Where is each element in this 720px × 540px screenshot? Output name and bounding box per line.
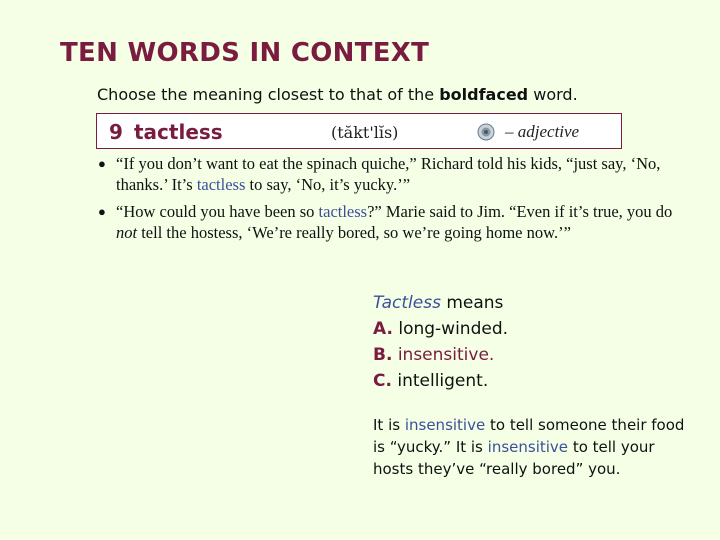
option-b-text: insensitive. [397,345,495,365]
explanation [373,414,693,480]
instruction-bold-word: boldfaced [439,85,529,104]
question-stem [373,290,508,316]
pronunciation: (tăkt'lĭs) [331,123,399,142]
option-c[interactable] [373,368,508,394]
example-2-after: tell the hostess, ‘We’re really bored, so we’re going home now.’” [141,223,571,242]
option-b-letter: B. [373,345,393,365]
answer-choices [373,290,508,394]
option-a[interactable] [373,316,508,342]
speaker-icon[interactable] [477,123,495,141]
instruction-before: Choose the meaning closest to that of the [97,85,435,104]
example-1-before: “If you don’t want to eat the spinach quiche,” Richard told his kids, “just say, ‘No, thanks.’ It’s [116,154,661,194]
page-title: TEN WORDS IN CONTEXT [60,38,430,68]
speaker-icon-graphic [477,123,495,141]
question-word: Tactless [373,293,441,313]
vocab-word: tactless [134,120,223,144]
option-c-text: intelligent. [397,371,489,391]
example-1 [96,153,696,195]
option-a-text: long-winded. [398,319,509,339]
bullet-icon: ● [98,204,106,219]
word-entry-box [96,113,622,149]
part-of-speech: – adjective [505,122,580,141]
word-number: 9 [109,120,123,144]
option-a-letter: A. [373,319,393,339]
example-2-keyword: tactless [318,202,368,221]
example-1-keyword: tactless [196,175,246,194]
example-2-emphasis: not [116,223,138,242]
example-2-before: “How could you have been so [116,202,315,221]
instruction-after: word. [533,85,578,104]
instruction-text [97,85,578,104]
example-1-after: to say, ‘No, it’s yucky.’” [249,175,411,194]
example-2-middle: ?” Marie said to Jim. “Even if it’s true, you do [367,202,673,221]
explanation-keyword-1: insensitive [404,416,486,434]
option-b[interactable] [373,342,508,368]
explanation-part1: It is [373,416,401,434]
explanation-part3: to tell your hosts they’ve “really bored” you. [373,438,655,478]
bullet-icon: ● [98,156,106,171]
option-c-letter: C. [373,371,392,391]
example-2 [96,201,696,243]
example-sentences [96,153,696,249]
question-verb: means [446,293,504,313]
explanation-keyword-2: insensitive [487,438,569,456]
explanation-part2: to tell someone their food is “yucky.” It is [373,416,685,456]
